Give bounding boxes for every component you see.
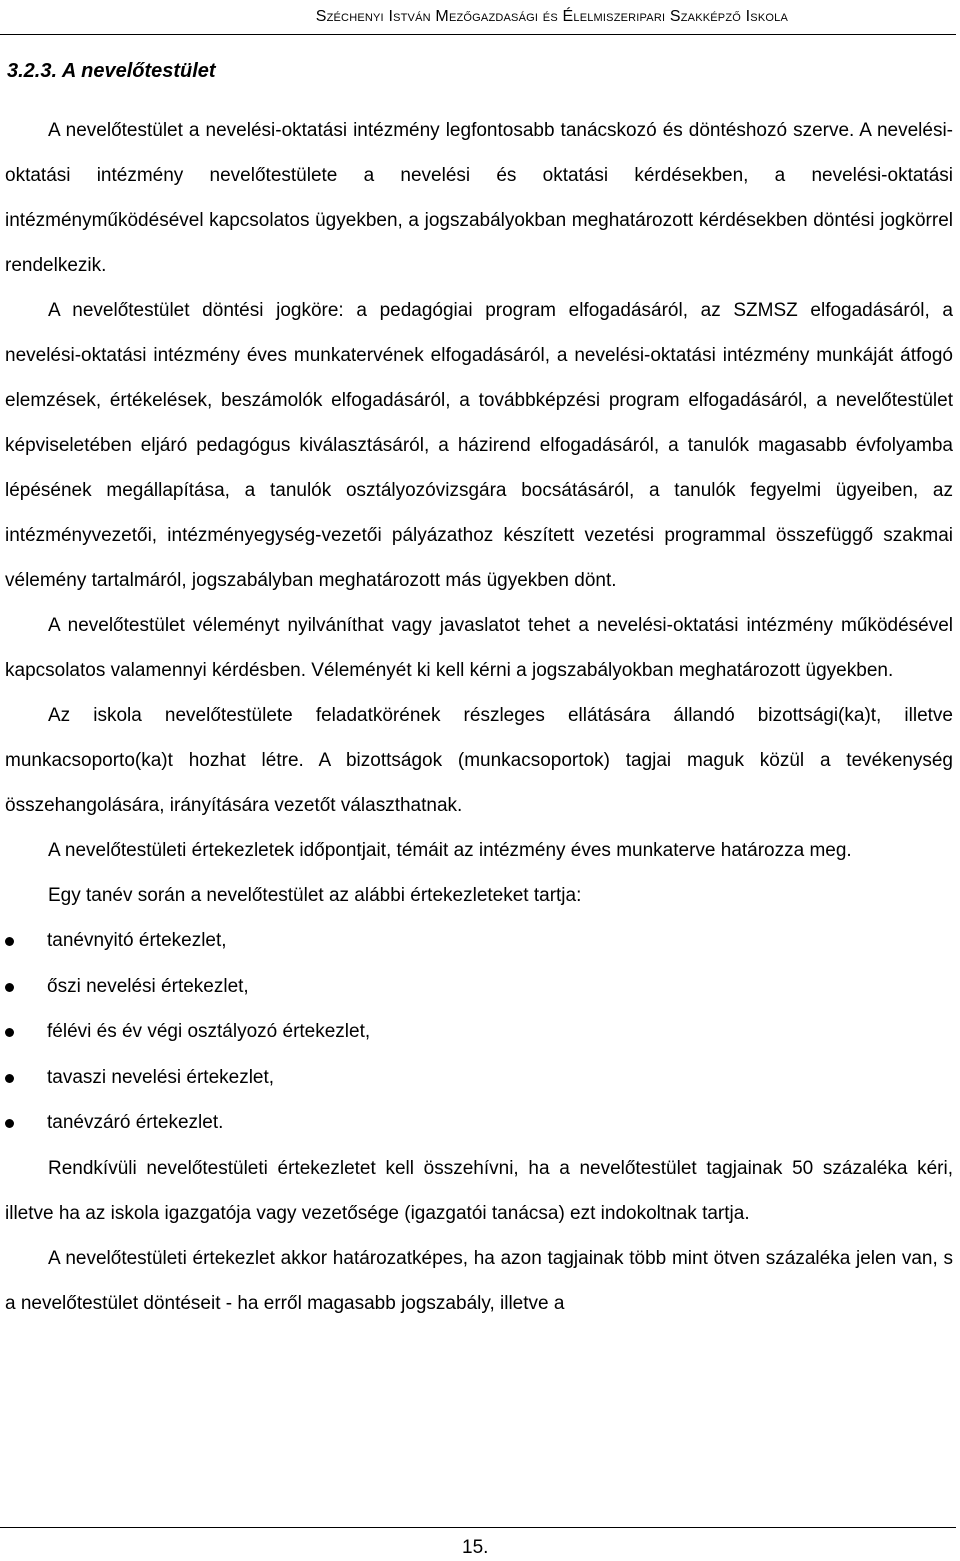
school-name: Széchenyi István Mezőgazdasági és Élelmiszeripari Szakképző Iskola [315, 8, 788, 25]
bullet-icon [5, 937, 14, 946]
bullet-icon [5, 1074, 14, 1083]
document-body [5, 108, 953, 1326]
paragraph: Egy tanév során a nevelőtestület az alábbi értekezleteket tartja: [48, 885, 582, 906]
bullet-icon [5, 983, 14, 992]
paragraph: Az iskola nevelőtestülete feladatkörének részleges ellátására állandó bizottsági(ka)t, illetve munkacsoporto(ka)t hozhat létre. A bizottságok (munkacsoportok) tagjai maguk közül a tevékenység összehangolására, irányítására vezetőt választhatnak. [5, 705, 953, 816]
list-item [5, 1100, 953, 1146]
page-number: 15. [462, 1537, 489, 1558]
list-item-text: tanévzáró értekezlet. [47, 1112, 224, 1133]
bullet-icon [5, 1028, 14, 1037]
paragraph: A nevelőtestületi értekezlet akkor határozatképes, ha azon tagjainak több mint ötven százaléka jelen van, s a nevelőtestület döntéseit - ha erről magasabb jogszabály, illetve a [5, 1247, 953, 1314]
list-item-text: tanévnyitó értekezlet, [47, 930, 227, 951]
list-item [5, 1009, 953, 1055]
paragraph: Rendkívüli nevelőtestületi értekezletet kell összehívni, ha a nevelőtestület tagjainak 50 százaléka kéri, illetve ha az iskola igazgatója vagy vezetősége (igazgatói tanácsa) ezt indokoltnak tartja. [5, 1157, 953, 1224]
section-heading: 3.2.3. A nevelőtestület [7, 60, 216, 82]
paragraph: A nevelőtestület döntési jogköre: a pedagógiai program elfogadásáról, az SZMSZ elfogadásáról, a nevelési-oktatási intézmény éves munkatervének elfogadásáról, a nevelési-oktatási intézmény munkáját átfogó elemzések, értékelések, beszámolók elfogadásáról, a továbbképzési program elfogadásáról, a nevelőtestület képviseletében eljáró pedagógus kiválasztásáról, a házirend elfogadásáról, a tanulók magasabb évfolyamba lépésének megállapítása, a tanulók osztályozóvizsgára bocsátásáról, a tanulók fegyelmi ügyeiben, az intézményvezetői, intézményegység-vezetői pályázathoz készített vezetési programmal összefüggő szakmai vélemény tartalmáról, jogszabályban meghatározott más ügyekben dönt. [5, 300, 953, 591]
footer-rule [0, 1527, 956, 1529]
paragraph: A nevelőtestület véleményt nyilváníthat vagy javaslatot tehet a nevelési-oktatási intézmény működésével kapcsolatos valamennyi kérdésben. Véleményét ki kell kérni a jogszabályokban meghatározott ügyekben. [5, 615, 953, 681]
bullet-icon [5, 1119, 14, 1128]
paragraph: A nevelőtestület a nevelési-oktatási intézmény legfontosabb tanácskozó és döntéshozó szerve. A nevelési-oktatási intézmény nevelőtestülete a nevelési és oktatási kérdésekben, a nevelési-oktatási intézményműködésével kapcsolatos ügyekben, a jogszabályokban meghatározott kérdésekben döntési jogkörrel rendelkezik. [5, 120, 953, 276]
list-item [5, 1055, 953, 1101]
list-item-text: őszi nevelési értekezlet, [47, 975, 249, 997]
list-item [5, 918, 953, 964]
page-header [0, 4, 956, 35]
list-item-text: tavaszi nevelési értekezlet, [47, 1066, 275, 1088]
list-item [5, 964, 953, 1010]
meeting-list [5, 918, 953, 1146]
paragraph: A nevelőtestületi értekezletek időpontjait, témáit az intézmény éves munkaterve határozza meg. [48, 840, 852, 861]
list-item-text: félévi és év végi osztályozó értekezlet, [47, 1021, 371, 1042]
